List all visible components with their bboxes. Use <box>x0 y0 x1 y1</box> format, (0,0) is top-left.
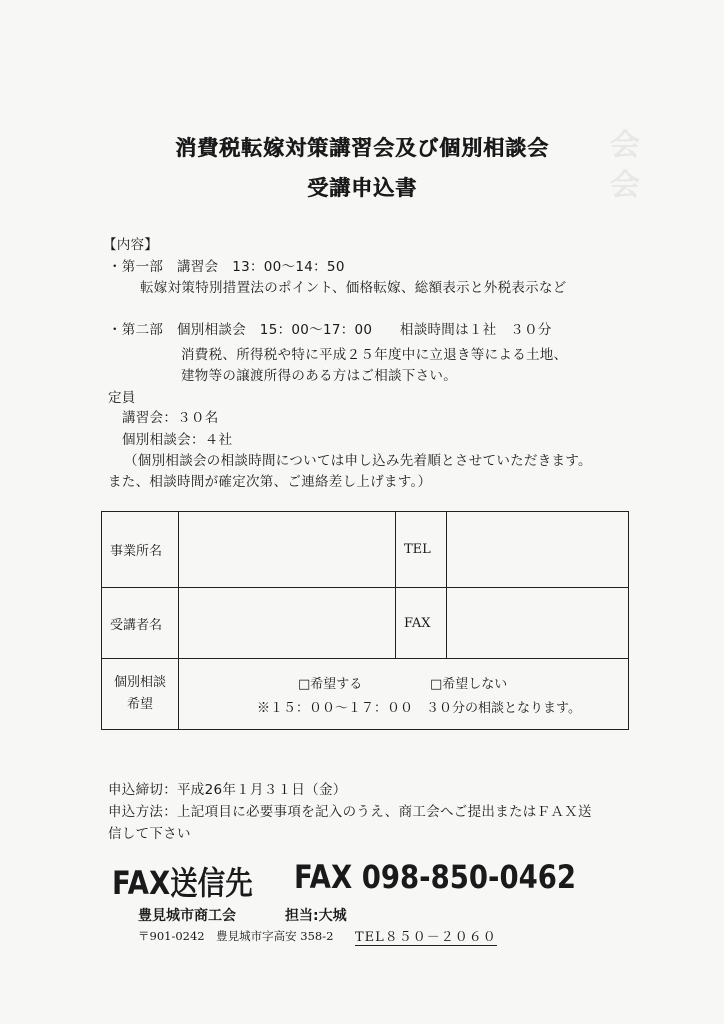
option-yes-checkbox[interactable]: □希望する <box>298 677 363 692</box>
part1-label: ・第一部 講習会 13：00～14：50 <box>108 259 345 275</box>
method-text-1: 申込方法：上記項目に必要事項を記入のうえ、商工会へご提出またはＦＡＸ送 <box>108 804 592 820</box>
org-name: 豊見城市商工会 <box>138 908 236 924</box>
part1-detail: 転嫁対策特別措置法のポイント、価格転嫁、総額表示と外税表示など <box>140 280 567 296</box>
org-address: 〒901-0242 豊見城市字高安 358-2 <box>138 929 334 943</box>
form-row-consult <box>102 659 629 730</box>
method-text-2: 信して下さい <box>108 826 191 842</box>
form-row-office <box>102 512 629 588</box>
content-heading: 【内容】 <box>103 237 159 253</box>
office-name-label: 事業所名 <box>102 512 179 588</box>
attendee-name-field[interactable] <box>179 588 396 659</box>
part2-detail-1: 消費税、所得税や特に平成２５年度中に立退き等による土地、 <box>181 347 568 363</box>
consult-label-line1: 個別相談 <box>113 675 166 690</box>
consult-options-cell <box>179 659 629 730</box>
fax-field[interactable] <box>447 588 629 659</box>
capacity-note-1: （個別相談会の相談時間については申し込み先着順とさせていただきます。 <box>124 453 592 469</box>
fax-label: FAX <box>396 588 447 659</box>
tel-label: TEL <box>396 512 447 588</box>
office-name-field[interactable] <box>179 512 396 588</box>
attendee-name-label: 受講者名 <box>102 588 179 659</box>
fax-number: FAX 098-850-0462 <box>294 858 577 896</box>
capacity-seminar: 講習会：３０名 <box>122 410 219 426</box>
consult-label-line2: 希望 <box>126 697 153 712</box>
bleed-through-mark: 会 <box>610 128 640 163</box>
capacity-heading: 定員 <box>108 390 136 406</box>
part2-label: ・第二部 個別相談会 15：00～17：00 相談時間は１社 ３０分 <box>108 322 552 338</box>
consult-label <box>102 659 179 730</box>
org-contact: 担当:大城 <box>285 908 347 924</box>
org-tel: TEL８５０－２０６０ <box>355 926 497 946</box>
bleed-through-mark: 会 <box>610 168 640 203</box>
document-title: 消費税転嫁対策講習会及び個別相談会 <box>175 136 549 160</box>
option-no-checkbox[interactable]: □希望しない <box>430 677 508 692</box>
capacity-consult: 個別相談会：４社 <box>122 432 233 448</box>
application-form <box>101 511 629 730</box>
deadline-text: 申込締切：平成26年１月３１日（金） <box>108 782 347 798</box>
tel-field[interactable] <box>447 512 629 588</box>
form-row-attendee <box>102 588 629 659</box>
part2-detail-2: 建物等の譲渡所得のある方はご相談下さい。 <box>181 368 457 384</box>
consult-note: ※１５：００～１７：００ ３０分の相談となります。 <box>257 701 581 716</box>
document-subtitle: 受講申込書 <box>307 176 417 200</box>
fax-destination-label: FAX送信先 <box>112 864 253 902</box>
capacity-note-2: また、相談時間が確定次第、ご連絡差し上げます。） <box>108 474 432 490</box>
